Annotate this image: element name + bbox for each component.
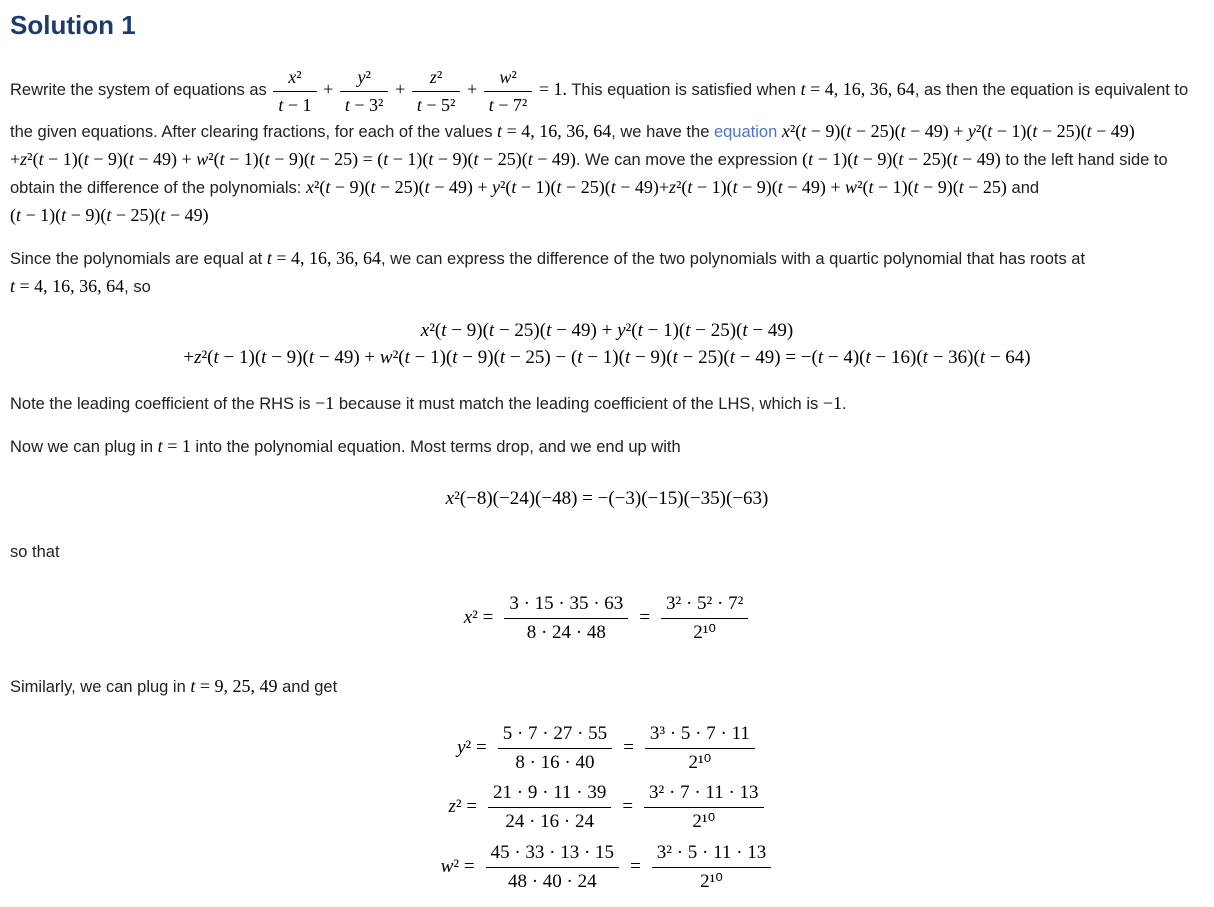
math-run: + — [323, 79, 334, 100]
fraction — [645, 721, 755, 775]
math-run: −1 — [315, 392, 335, 413]
fraction — [486, 840, 619, 894]
text-run: Now we can plug in — [10, 437, 158, 456]
equation-link[interactable]: equation — [713, 123, 778, 142]
math-equals: = — [623, 736, 634, 758]
math-run: t = 1 — [157, 435, 191, 456]
math-run: t = 4, 16, 36, 64 — [800, 79, 915, 100]
fraction — [644, 780, 763, 834]
math-run: = 1. — [538, 79, 568, 100]
math-run: +z²(t − 1)(t − 9)(t − 49) + w²(t − 1)(t − 9)(t − 25) — [658, 176, 1007, 197]
fraction-x — [273, 65, 316, 116]
paragraph-polynomials-equal — [10, 245, 1204, 301]
display-equation-x-product — [10, 484, 1204, 513]
text-run: to the left hand side to obtain the difference of the polynomials: — [10, 151, 1168, 197]
fraction — [498, 721, 612, 775]
text-run: Rewrite the system of equations as — [10, 81, 272, 100]
fraction-w — [484, 65, 533, 116]
paragraph-similarly — [10, 673, 1204, 701]
text-run: This equation is satisfied when — [567, 81, 801, 100]
fraction-denominator: 24 · 16 · 24 — [505, 811, 595, 833]
paragraph-intro — [10, 63, 1204, 230]
fraction-denominator: 2¹⁰ — [700, 870, 723, 892]
equation-row-w — [10, 838, 1204, 896]
text-run: . We can move the expression — [575, 151, 803, 170]
fraction-numerator: 45 · 33 · 13 · 15 — [486, 840, 619, 868]
math-run: x²(t − 9)(t − 25)(t − 49) + y²(t − 1)(t − 25)(t − 49) — [781, 121, 1135, 142]
math-lhs: y² = — [457, 736, 487, 758]
fraction-denominator: t − 7² — [488, 94, 528, 115]
text-run: and get — [277, 677, 338, 696]
fraction-numerator: y² — [340, 65, 389, 92]
math-equals: = — [630, 855, 641, 877]
fraction-numerator: 5 · 7 · 27 · 55 — [498, 721, 612, 749]
fraction-numerator: 21 · 9 · 11 · 39 — [488, 780, 611, 808]
fraction-numerator: 3² · 5 · 11 · 13 — [652, 840, 771, 868]
fraction-denominator: 2¹⁰ — [692, 811, 716, 833]
fraction — [504, 591, 628, 645]
text-run: Note the leading coefficient of the RHS is — [10, 394, 316, 413]
math-lhs: w² = — [440, 855, 475, 877]
fraction-denominator: 8 · 24 · 48 — [526, 622, 606, 644]
text-run: , as then the equation is equivalent to the given equations. After clearing fractions, for each of the values — [10, 81, 1189, 142]
equation-row-y — [10, 719, 1204, 777]
fraction-denominator: t − 3² — [344, 94, 384, 115]
equation-row-z — [10, 778, 1204, 836]
equation-line: x²(−8)(−24)(−48) = −(−3)(−15)(−35)(−63) — [445, 488, 769, 510]
math-run: +z²(t − 1)(t − 9)(t − 49) + w²(t − 1)(t − 9)(t − 25) = (t − 1)(t − 9)(t − 25)(t − 49) — [10, 149, 576, 170]
math-equals: = — [622, 796, 634, 818]
fraction — [661, 591, 748, 645]
fraction-numerator: 3² · 5² · 7² — [661, 591, 748, 619]
fraction-y — [340, 65, 389, 116]
text-run: because it must match the leading coefficient of the LHS, which is — [334, 394, 823, 413]
fraction-denominator: t − 5² — [416, 94, 456, 115]
paragraph-so-that: so that — [10, 542, 60, 561]
paragraph-leading-coefficient — [10, 390, 1204, 418]
equation-line: x²(t − 9)(t − 25)(t − 49) + y²(t − 1)(t − 25)(t − 49) — [420, 319, 794, 341]
math-run: (t − 1)(t − 9)(t − 25)(t − 49) — [802, 149, 1001, 170]
display-equation-yzw — [10, 719, 1204, 896]
display-equation-difference — [10, 317, 1204, 372]
text-run: , we can express the difference of the two polynomials with a quartic polynomial that has roots at — [381, 249, 1086, 268]
fraction — [488, 780, 611, 834]
fraction-numerator: 3 · 15 · 35 · 63 — [504, 591, 628, 619]
fraction-numerator: 3² · 7 · 11 · 13 — [644, 780, 763, 808]
fraction-denominator: 8 · 16 · 40 — [515, 751, 595, 773]
section-heading: Solution 1 — [10, 10, 136, 40]
math-run: t = 4, 16, 36, 64 — [497, 121, 612, 142]
fraction-numerator: w² — [484, 65, 533, 92]
math-run: t = 4, 16, 36, 64 — [10, 275, 125, 296]
fraction-denominator: 2¹⁰ — [688, 751, 712, 773]
fraction-denominator: t − 1 — [278, 94, 312, 115]
math-run: t = 9, 25, 49 — [190, 675, 278, 696]
math-run: + — [395, 79, 406, 100]
math-run: −1 — [822, 392, 842, 413]
fraction-numerator: x² — [273, 65, 316, 92]
text-run: into the polynomial equation. Most terms drop, and we end up with — [190, 437, 681, 456]
text-run: and — [1006, 178, 1040, 197]
math-run: x²(t − 9)(t − 25)(t − 49) + y²(t − 1)(t − 25)(t − 49) — [305, 176, 659, 197]
fraction-z — [412, 65, 461, 116]
math-lhs: z² = — [448, 796, 478, 818]
paragraph-plug-t1 — [10, 433, 1204, 461]
text-run: , so — [124, 277, 151, 296]
solution-article — [10, 10, 1204, 895]
math-equals: = — [639, 607, 651, 629]
text-run: . — [841, 394, 847, 413]
fraction-denominator: 48 · 40 · 24 — [507, 870, 597, 892]
math-run: + — [466, 79, 478, 100]
text-run: Since the polynomials are equal at — [10, 249, 267, 268]
fraction-numerator: z² — [412, 65, 461, 92]
text-run: , we have the — [611, 123, 714, 142]
equation-line: +z²(t − 1)(t − 9)(t − 49) + w²(t − 1)(t − 9)(t − 25) − (t − 1)(t − 9)(t − 25)(t − 49) = −(t − 4)(t − 16)(t − 36)(t − 64) — [183, 347, 1031, 369]
math-run: t = 4, 16, 36, 64 — [266, 247, 381, 268]
fraction-numerator: 3³ · 5 · 7 · 11 — [645, 721, 755, 749]
math-run: (t − 1)(t − 9)(t − 25)(t − 49) — [10, 204, 209, 225]
math-lhs: x² = — [463, 607, 494, 629]
text-run: Similarly, we can plug in — [10, 677, 191, 696]
display-equation-x-squared — [10, 589, 1204, 647]
fraction-denominator: 2¹⁰ — [693, 622, 717, 644]
fraction — [652, 840, 771, 894]
